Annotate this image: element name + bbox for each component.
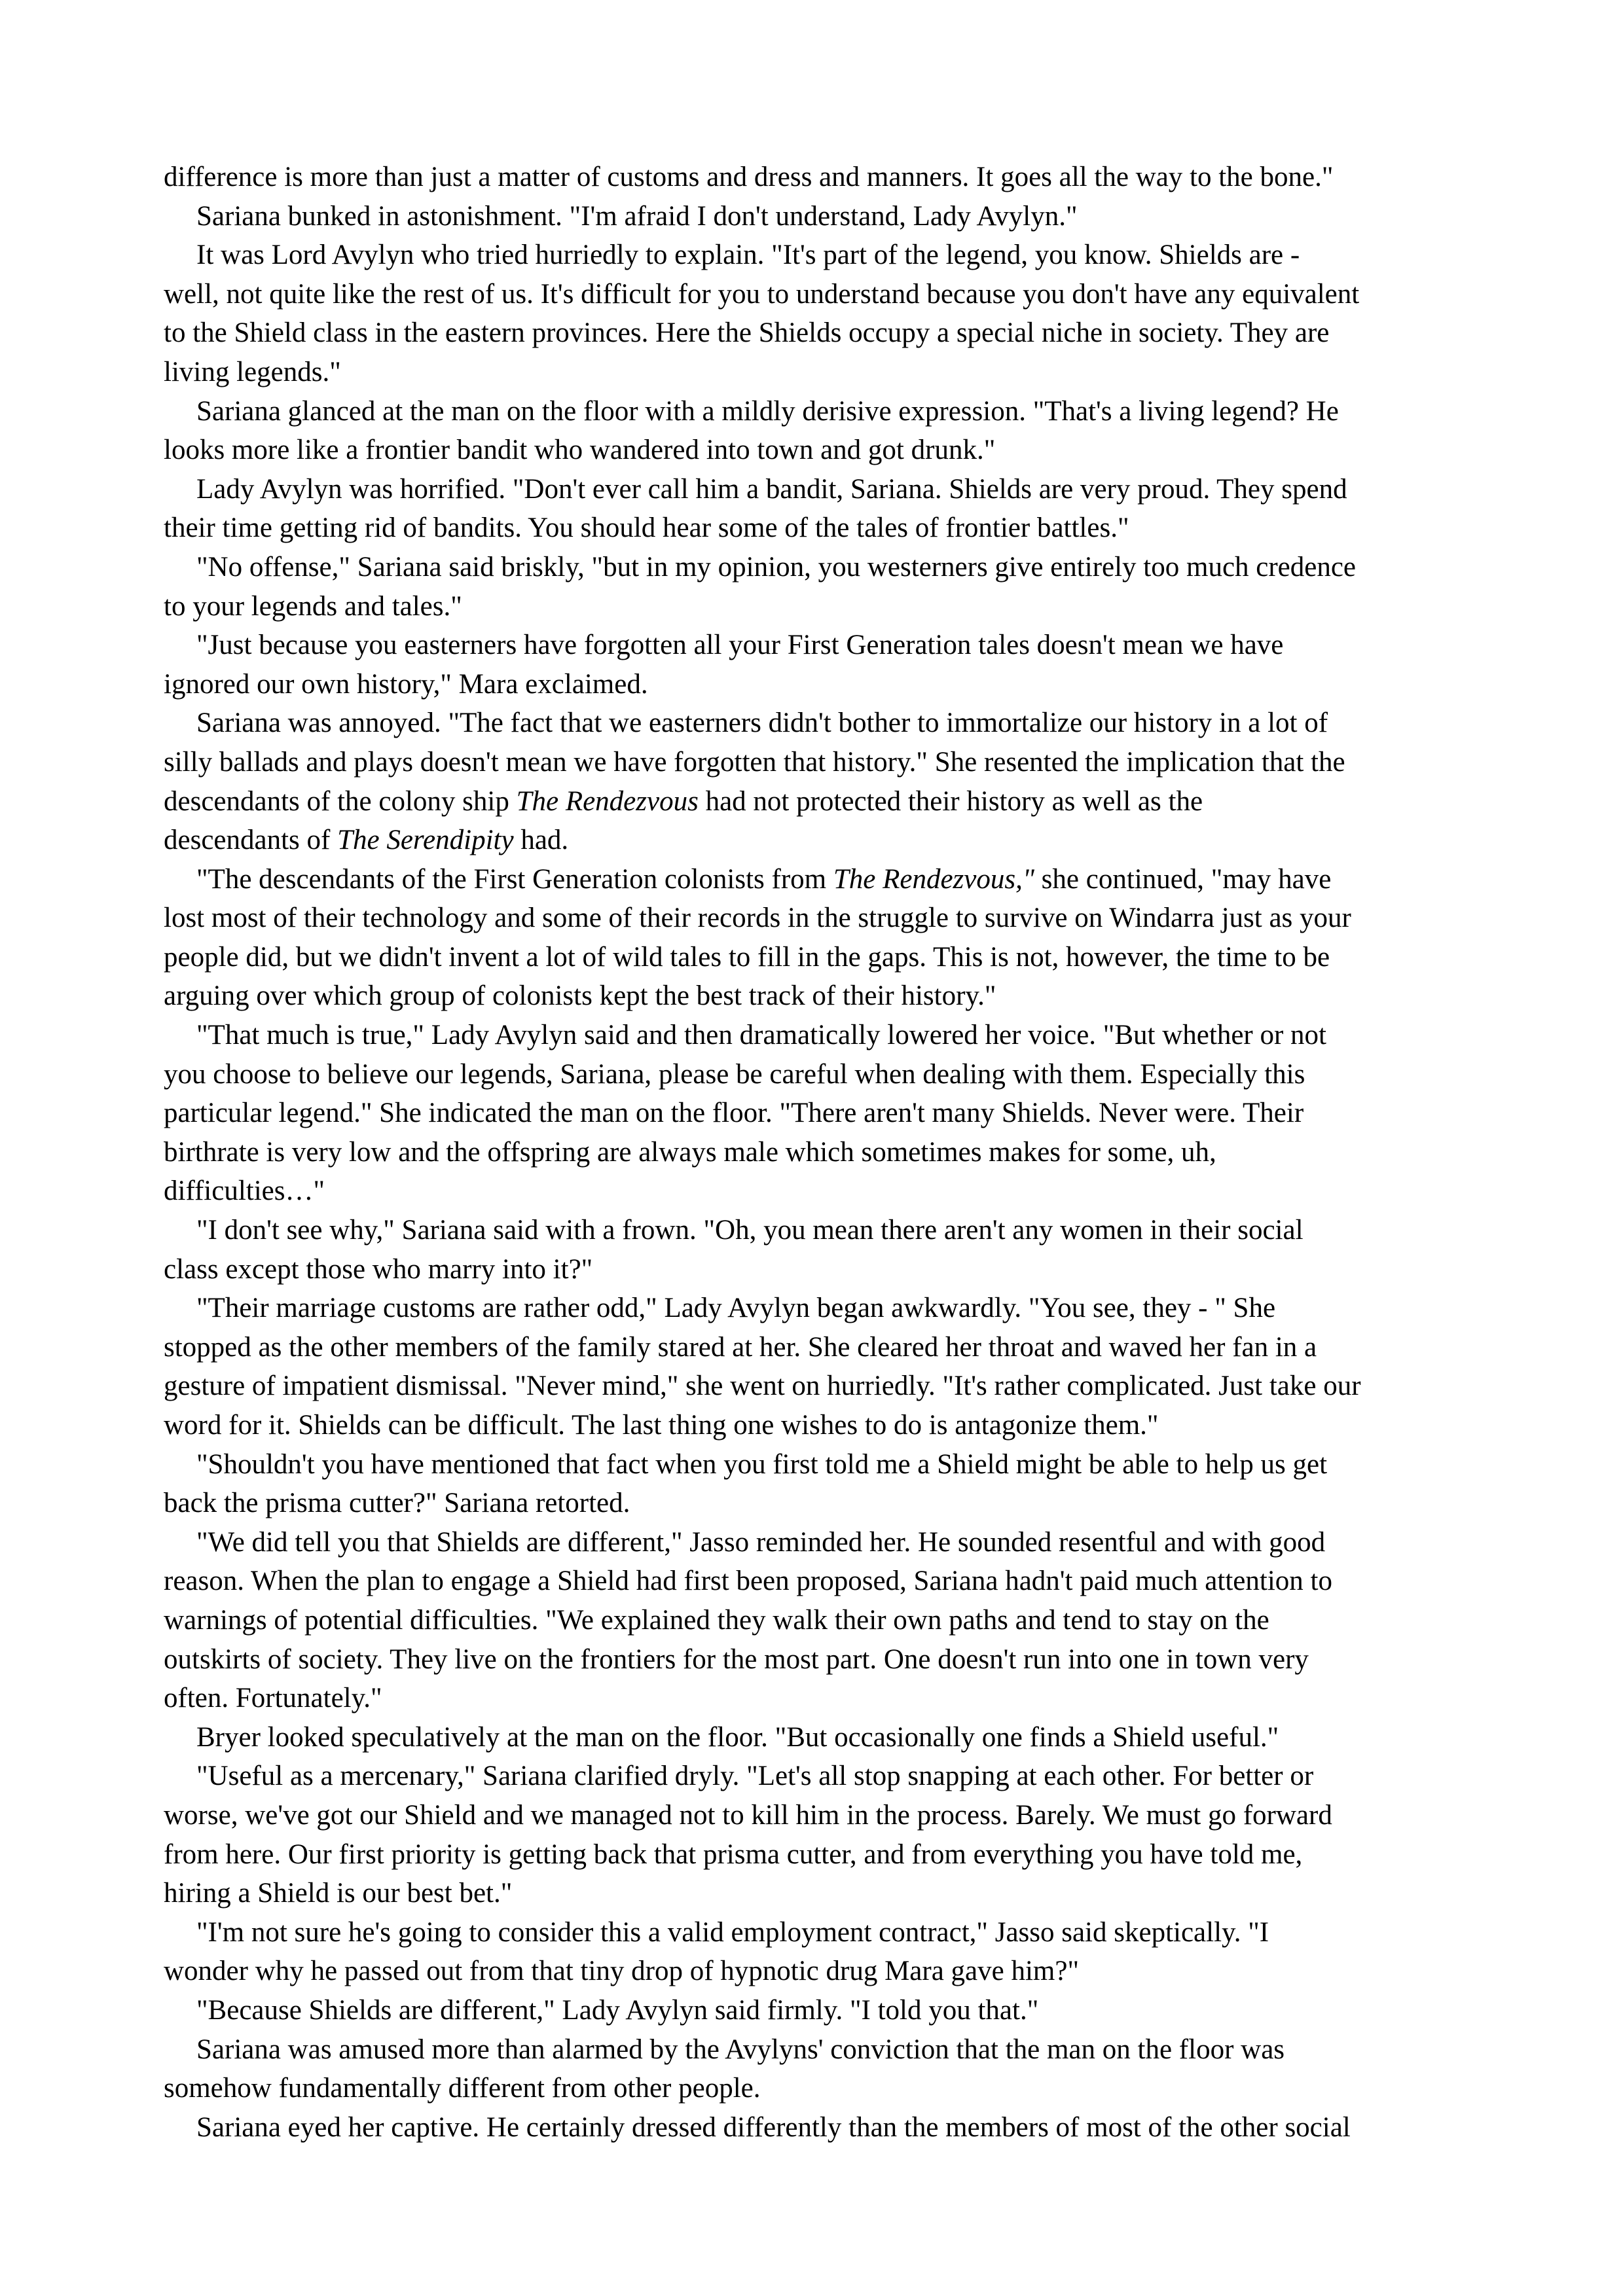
text-line bbox=[164, 1367, 1473, 1406]
italic-text-segment: The Rendezvous," bbox=[833, 863, 1034, 895]
text-line bbox=[164, 1211, 1473, 1250]
text-segment: Sariana eyed her captive. He certainly dressed differently than the members of most of the other social bbox=[196, 2111, 1351, 2143]
text-line bbox=[164, 1133, 1473, 1172]
text-segment: Lady Avylyn was horrified. "Don't ever call him a bandit, Sariana. Shields are very proud. They spend bbox=[196, 473, 1347, 505]
text-line bbox=[164, 782, 1473, 821]
text-line bbox=[164, 314, 1473, 353]
text-segment: difference is more than just a matter of customs and dress and manners. It goes all the way to the bone." bbox=[164, 162, 1334, 192]
text-line bbox=[164, 1913, 1473, 1952]
text-line bbox=[164, 1952, 1473, 1991]
text-segment: had. bbox=[513, 825, 569, 856]
text-segment: outskirts of society. They live on the frontiers for the most part. One doesn't run into one in town very bbox=[164, 1643, 1309, 1675]
text-segment: people did, but we didn't invent a lot of wild tales to fill in the gaps. This is not, however, the time to be bbox=[164, 941, 1330, 973]
text-line bbox=[164, 353, 1473, 392]
text-segment: "Just because you easterners have forgotten all your First Generation tales doesn't mean we have bbox=[196, 630, 1284, 661]
text-line bbox=[164, 236, 1473, 275]
text-segment: ignored our own history," Mara exclaimed. bbox=[164, 668, 648, 700]
text-segment: "No offense," Sariana said briskly, "but in my opinion, you westerners give entirely too much credence bbox=[196, 551, 1357, 583]
text-segment: wonder why he passed out from that tiny drop of hypnotic drug Mara gave him?" bbox=[164, 1956, 1080, 1987]
text-segment: "The descendants of the First Generation colonists from bbox=[196, 863, 833, 895]
text-line bbox=[164, 587, 1473, 626]
text-segment: their time getting rid of bandits. You should hear some of the tales of frontier battles." bbox=[164, 512, 1129, 544]
text-line bbox=[164, 1796, 1473, 1835]
text-line bbox=[164, 1172, 1473, 1211]
text-line bbox=[164, 665, 1473, 704]
text-segment: you choose to believe our legends, Sariana, please be careful when dealing with them. Especially this bbox=[164, 1058, 1305, 1090]
text-line bbox=[164, 1562, 1473, 1601]
text-line bbox=[164, 1835, 1473, 1874]
text-segment: particular legend." She indicated the man on the floor. "There aren't many Shields. Never were. Their bbox=[164, 1098, 1304, 1129]
text-line bbox=[164, 1523, 1473, 1562]
text-segment: often. Fortunately." bbox=[164, 1683, 382, 1714]
text-segment: had not protected their history as well as the bbox=[698, 785, 1203, 817]
text-line bbox=[164, 470, 1473, 509]
text-segment: "Their marriage customs are rather odd," Lady Avylyn began awkwardly. "You see, they - " She bbox=[196, 1293, 1276, 1324]
text-line bbox=[164, 938, 1473, 977]
text-line bbox=[164, 704, 1473, 743]
text-line bbox=[164, 626, 1473, 665]
text-line bbox=[164, 197, 1473, 236]
text-line bbox=[164, 743, 1473, 782]
text-segment: worse, we've got our Shield and we managed not to kill him in the process. Barely. We must go forward bbox=[164, 1799, 1332, 1831]
text-segment: birthrate is very low and the offspring are always male which sometimes makes for some, uh, bbox=[164, 1136, 1216, 1168]
text-segment: "Because Shields are different," Lady Avylyn said firmly. "I told you that." bbox=[196, 1994, 1039, 2026]
text-line bbox=[164, 1328, 1473, 1367]
text-segment: well, not quite like the rest of us. It's difficult for you to understand because you don't have any equivalent bbox=[164, 278, 1360, 310]
text-line bbox=[164, 1055, 1473, 1094]
text-line bbox=[164, 1289, 1473, 1328]
text-line bbox=[164, 275, 1473, 314]
text-segment: reason. When the plan to engage a Shield had first been proposed, Sariana hadn't paid much attention to bbox=[164, 1566, 1332, 1597]
text-line bbox=[164, 548, 1473, 587]
text-segment: Sariana bunked in astonishment. "I'm afraid I don't understand, Lady Avylyn." bbox=[196, 200, 1078, 232]
text-line bbox=[164, 1094, 1473, 1133]
text-segment: somehow fundamentally different from other people. bbox=[164, 2073, 761, 2104]
text-line bbox=[164, 392, 1473, 431]
text-segment: "That much is true," Lady Avylyn said and then dramatically lowered her voice. "But whether or not bbox=[196, 1020, 1326, 1051]
text-segment: Sariana was annoyed. "The fact that we easterners didn't bother to immortalize our history in a lot of bbox=[196, 708, 1328, 739]
text-segment: hiring a Shield is our best bet." bbox=[164, 1878, 513, 1909]
text-line bbox=[164, 1640, 1473, 1679]
italic-text-segment: The Serendipity bbox=[337, 825, 514, 856]
text-segment: looks more like a frontier bandit who wandered into town and got drunk." bbox=[164, 435, 996, 466]
text-line bbox=[164, 431, 1473, 470]
text-line bbox=[164, 1874, 1473, 1913]
text-line bbox=[164, 2108, 1473, 2147]
text-line bbox=[164, 1484, 1473, 1523]
text-line bbox=[164, 821, 1473, 860]
text-line bbox=[164, 1016, 1473, 1055]
text-segment: lost most of their technology and some of their records in the struggle to survive on Windarra just as your bbox=[164, 903, 1351, 934]
text-line bbox=[164, 977, 1473, 1016]
text-segment: Sariana glanced at the man on the floor with a mildly derisive expression. "That's a living legend? He bbox=[196, 395, 1339, 427]
text-segment: she continued, "may have bbox=[1034, 863, 1332, 895]
text-segment: descendants of bbox=[164, 825, 338, 856]
text-segment: "I'm not sure he's going to consider this a valid employment contract," Jasso said skeptically. "I bbox=[196, 1916, 1269, 1948]
text-segment: Sariana was amused more than alarmed by the Avylyns' conviction that the man on the floor was bbox=[196, 2034, 1285, 2065]
text-segment: "I don't see why," Sariana said with a frown. "Oh, you mean there aren't any women in their social bbox=[196, 1215, 1304, 1246]
text-segment: "Shouldn't you have mentioned that fact when you first told me a Shield might be able to help us get bbox=[196, 1448, 1328, 1480]
text-line bbox=[164, 899, 1473, 938]
text-segment: gesture of impatient dismissal. "Never mind," she went on hurriedly. "It's rather complicated. Just take our bbox=[164, 1371, 1361, 1402]
text-line bbox=[164, 1250, 1473, 1289]
text-line bbox=[164, 2030, 1473, 2070]
text-line bbox=[164, 1406, 1473, 1445]
text-line bbox=[164, 1757, 1473, 1796]
text-segment: from here. Our first priority is getting back that prisma cutter, and from everything you have told me, bbox=[164, 1839, 1303, 1870]
text-line bbox=[164, 1445, 1473, 1484]
text-line bbox=[164, 509, 1473, 548]
text-segment: "We did tell you that Shields are different," Jasso reminded her. He sounded resentful and with good bbox=[196, 1526, 1326, 1558]
text-line bbox=[164, 1991, 1473, 2030]
text-segment: difficulties…" bbox=[164, 1175, 325, 1207]
text-line bbox=[164, 1601, 1473, 1640]
text-segment: warnings of potential difficulties. "We explained they walk their own paths and tend to stay on the bbox=[164, 1604, 1269, 1636]
text-segment: back the prisma cutter?" Sariana retorted. bbox=[164, 1488, 630, 1519]
text-segment: arguing over which group of colonists kept the best track of their history." bbox=[164, 980, 996, 1012]
text-line bbox=[164, 860, 1473, 899]
text-block bbox=[164, 158, 1473, 2147]
text-segment: Bryer looked speculatively at the man on the floor. "But occasionally one finds a Shield useful." bbox=[196, 1721, 1279, 1753]
text-segment: to the Shield class in the eastern provinces. Here the Shields occupy a special niche in society. They are bbox=[164, 317, 1330, 349]
text-segment: silly ballads and plays doesn't mean we have forgotten that history." She resented the implication that the bbox=[164, 746, 1345, 778]
text-segment: "Useful as a mercenary," Sariana clarified dryly. "Let's all stop snapping at each other. For better or bbox=[196, 1761, 1314, 1792]
text-line bbox=[164, 1679, 1473, 1718]
text-line bbox=[164, 158, 1473, 197]
text-line bbox=[164, 1718, 1473, 1757]
text-segment: to your legends and tales." bbox=[164, 590, 462, 622]
text-segment: It was Lord Avylyn who tried hurriedly to explain. "It's part of the legend, you know. Shields are - bbox=[196, 240, 1300, 271]
text-segment: living legends." bbox=[164, 356, 341, 387]
italic-text-segment: The Rendezvous bbox=[516, 785, 699, 817]
text-segment: class except those who marry into it?" bbox=[164, 1253, 593, 1285]
text-segment: word for it. Shields can be difficult. The last thing one wishes to do is antagonize them." bbox=[164, 1410, 1159, 1441]
text-segment: stopped as the other members of the family stared at her. She cleared her throat and waved her fan in a bbox=[164, 1331, 1317, 1363]
text-segment: descendants of the colony ship bbox=[164, 785, 517, 817]
text-line bbox=[164, 2069, 1473, 2108]
